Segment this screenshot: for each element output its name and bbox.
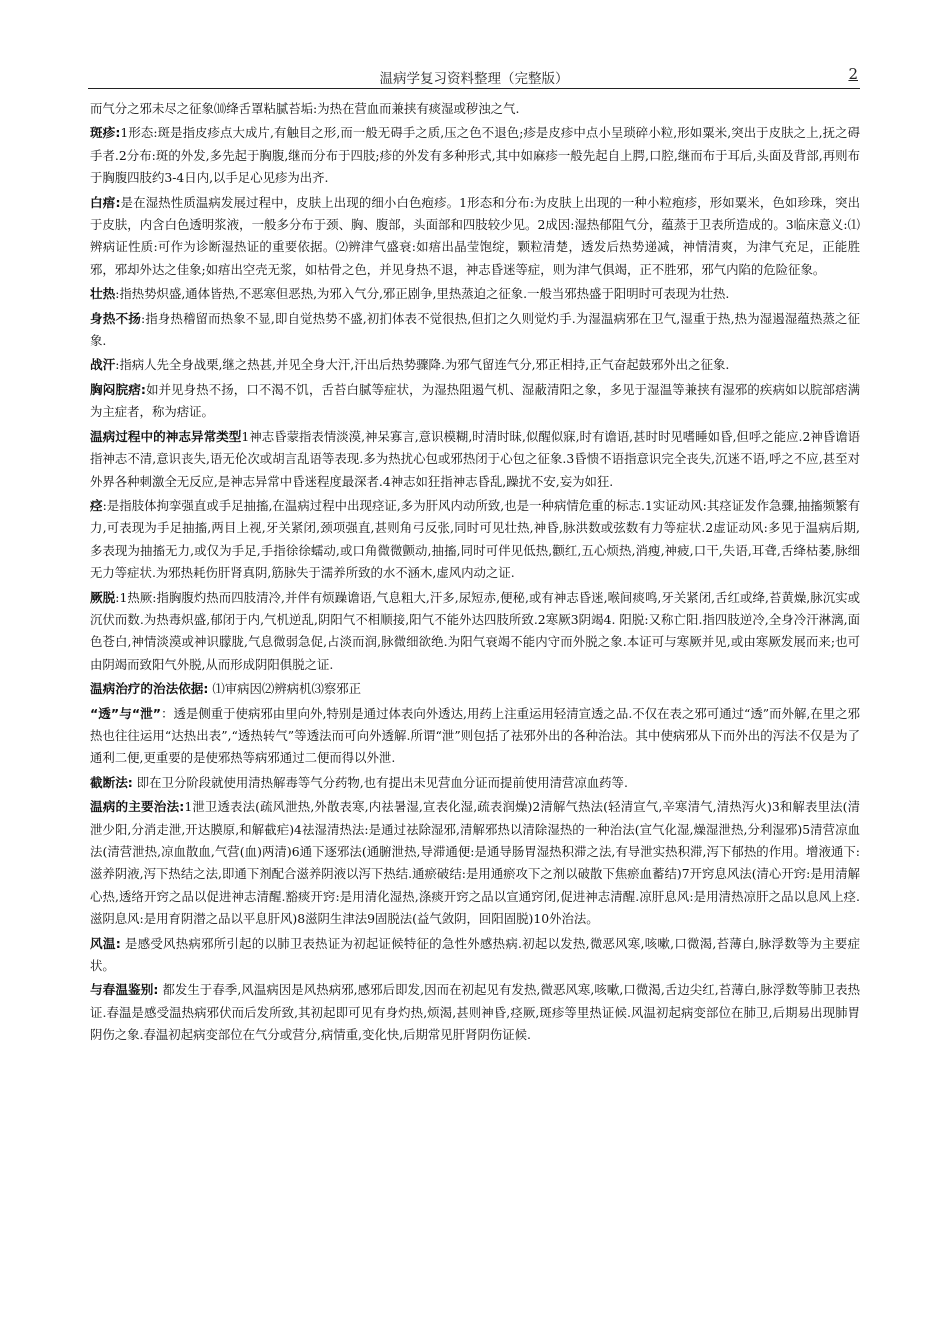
- paragraph-text: :1热厥:指胸腹灼热而四肢清冷,并伴有烦躁谵语,气息粗大,汗多,尿短赤,便秘,或有神志昏迷,喉间痰鸣,牙关紧闭,舌红或绛,苔黄燥,脉沉实或沉伏而数.为热毒炽盛,郁闭于内,气机逆乱,阴阳气不相顺接,阳气不能外达四肢所致.2寒厥3阴竭4. 阳脱:又称亡阳.指四肢逆冷,全身冷汗淋漓,面色苍白,神情淡漠或神识朦胧,气息微弱急促,占淡而润,脉微细欲绝.为阳气衰竭不能内守而外脱之象.本证可与寒厥并见,或由寒厥发展而来;也可由阴竭而致阳气外脱,从而形成阴阳俱脱之证.: [90, 589, 860, 672]
- paragraph-term: 身热不扬: [90, 310, 142, 326]
- header-title: 温病学复习资料整理（完整版）: [379, 71, 569, 87]
- paragraph-term: 截断法:: [90, 774, 133, 790]
- paragraph-term: “透”与“泄”: [90, 705, 162, 721]
- paragraph-zhuangre: [90, 283, 860, 305]
- paragraph-text: :指热势炽盛,通体皆热,不恶寒但恶热,为邪入气分,邪正剧争,里热蒸迫之征象.一般当邪热盛于阳明时可表现为壮热.: [115, 286, 730, 302]
- paragraph-banzhen: [90, 122, 860, 189]
- paragraph-zhanhan: [90, 354, 860, 376]
- paragraph-term: 风温:: [90, 935, 121, 951]
- paragraph-text: ：透是侧重于使病邪由里向外,特别是通过体表向外透达,用药上注重运用轻清宣透之品.不仅在表之邪可通过“透”而外解,在里之邪热也往往运用“达热出表”,“透热转气”等透法而可向外透解.所谓“泄”则包括了祛邪外出的各种治法。其中使病邪从下而外出的泻法不仅是为了通利二便,更重要的是使邪热等病邪通过二便而得以外泄.: [90, 705, 860, 766]
- paragraph-term: 胸闷脘痞:: [90, 381, 146, 397]
- paragraph-text: :是指肢体拘挛强直或手足抽搐,在温病过程中出现痉证,多为肝风内动所致,也是一种病情危重的标志.1实证动风:其痉证发作急骤,抽搐频繁有力,可表现为手足抽搐,两目上视,牙关紧闭,颈项强直,甚则角弓反张,同时可见壮热,神昏,脉洪数或弦数有力等症状.2虚证动风:多见于温病后期,多表现为抽搐无力,或仅为手足,手指徐徐蠕动,或口角微微颤动,抽搐,同时可伴见低热,颧红,五心烦热,消瘦,神疲,口干,失语,耳聋,舌绛枯萎,脉细无力等症状.为邪热耗伤肝肾真阴,筋脉失于濡养所致的水不涵木,虚风内动之证.: [90, 497, 860, 581]
- page-header: [88, 64, 860, 89]
- paragraph-text: :指病人先全身战栗,继之热甚,并见全身大汗,汗出后热势骤降.为邪气留连气分,邪正相持,正气奋起鼓邪外出之征象.: [115, 357, 730, 373]
- paragraph-term: 温病过程中的神志异常类型: [90, 428, 242, 444]
- paragraph-text: :指身热稽留而热象不显,即自觉热势不盛,初扪体表不觉很热,但扪之久则觉灼手.为湿温病邪在卫气,湿重于热,热为湿遏湿蕴热蒸之征象.: [90, 310, 860, 349]
- paragraph-jieduanfa: [90, 772, 860, 794]
- paragraph-text: 是感受风热病邪所引起的以肺卫表热证为初起证候特征的急性外感热病.初起以发热,微恶风寒,咳嗽,口微渴,苔薄白,脉浮数等为主要症状。: [90, 935, 860, 974]
- paragraph-term: 温病治疗的治法依据:: [90, 681, 209, 697]
- paragraph-shenzhi: [90, 426, 860, 493]
- paragraph-fengwen: [90, 933, 860, 978]
- paragraph-text: 1泄卫透表法(疏风泄热,外散表寒,内祛暑湿,宣表化湿,疏表润燥)2清解气热法(轻清宣气,辛寒清气,清热泻火)3和解表里法(清泄少阳,分消走泄,开达膜原,和解截疟)4祛湿清热法:是通过祛除湿邪,清解邪热以清除湿热的一种治法(宣气化湿,燥湿泄热,分利湿邪)5清营凉血法(清营泄热,凉血散血,气营(血)两清)6通下逐邪法(通腑泄热,导滞通便:是通导肠胃湿热积滞之法,有导泄实热积滞,泻下郁热的作用。增液通下:滋养阴液,泻下热结之法,即通下剂配合滋养阴液以泻下热结.通瘀破结:是用通瘀攻下之剂以破散下焦瘀血蓄结)7开窍息风法(清心开窍:是用清解心热,透络开窍之品以促进神志清醒.豁痰开窍:是用清化湿热,涤痰开窍之品以宣通窍闭,促进神志清醒.凉肝息风:是用清热凉肝之品以息风上痉.滋阴息风:是用育阴潜之品以平息肝风)8滋阴生津法9固脱法(益气敛阴，回阳固脱)10外治法。: [90, 799, 860, 927]
- paragraph-zhuyao-zhifa: [90, 796, 860, 930]
- paragraph-term: 厥脱: [90, 589, 116, 605]
- paragraph-juetuo: [90, 587, 860, 677]
- paragraph-term: 温病的主要治法:: [90, 799, 185, 815]
- paragraph-chunwen-jianbie: [90, 979, 860, 1046]
- paragraph-text: 1神志昏蒙指表情淡漠,神呆寡言,意识模糊,时清时昧,似醒似寐,时有谵语,甚时时见嗜睡如昏,但呼之能应.2神昏谵语指神志不清,意识丧失,语无伦次或胡言乱语等表现.多为热扰心包或邪热闭于心包之征象.3昏愦不语指意识完全丧失,沉迷不语,呼之不应,甚至对外界各种刺激全无反应,是神志异常中昏迷程度最深者.4神志如狂指神志昏乱,躁扰不安,妄为如狂.: [90, 428, 860, 489]
- paragraph-term: 与春温鉴别:: [90, 982, 159, 998]
- paragraph-term: 斑疹:: [90, 125, 121, 141]
- paragraph-xiongmen: [90, 379, 860, 424]
- document-body: [90, 98, 860, 1049]
- paragraph-text: 都发生于春季,风温病因是风热病邪,感邪后即发,因而在初起见有发热,微恶风寒,咳嗽,口微渴,舌边尖红,苔薄白,脉浮数等肺卫表热证.春温是感受温热病邪伏而后发所致,其初起即可见有身灼热,烦渴,甚则神昏,痉厥,斑疹等里热证候.风温初起病变部位在肺卫,后期易出现肺胃阴伤之象.春温初起病变部位在气分或营分,病情重,变化快,后期常见肝肾阴伤证候.: [90, 982, 860, 1043]
- paragraph-tou-xie: [90, 703, 860, 770]
- paragraph-text: 如并见身热不扬，口不渴不饥，舌苔白腻等症状，为湿热阻遏气机、湿蔽清阳之象，多见于湿温等兼挟有湿邪的疾病如以脘部痞满为主症者，称为痞证。: [90, 381, 861, 420]
- paragraph-term: 痉: [90, 497, 103, 513]
- paragraph-text: 是在湿热性质温病发展过程中，皮肤上出现的细小白色疱疹。1形态和分布:为皮肤上出现的一种小粒疱疹，形如粟米，色如珍珠，突出于皮肤，内含白色透明浆液，一般多分布于颈、胸、腹部，头面部和四肢较少见。2成因:湿热郁阻气分，蕴蒸于卫表所造成的。3临床意义:⑴辨病证性质:可作为诊断湿热证的重要依据。⑵辨津气盛衰:如痦出晶莹饱绽，颗粒清楚，透发后热势递减，神情清爽，为津气充足，正能胜邪，邪却外达之佳象;如痦出空壳无浆，如枯骨之色，并见身热不退，神志昏迷等症，则为津气俱竭，正不胜邪，邪气内陷的危险征象。: [90, 194, 860, 277]
- paragraph-jing: [90, 495, 860, 585]
- paragraph-text: 而气分之邪未尽之征象⑽绛舌罩粘腻苔垢:为热在营血而兼挟有痰湿或秽浊之气.: [90, 101, 520, 116]
- paragraph-term: 白痦:: [90, 194, 121, 210]
- paragraph-text: 1形态:斑是指皮疹点大成片,有触目之形,而一般无碍手之质,压之色不退色;疹是皮疹中点小呈琐碎小粒,形如粟米,突出于皮肤之上,抚之碍手者.2分布:斑的外发,多先起于胸腹,继而分布于四肢;疹的外发有多种形式,其中如麻疹一般先起自上腭,口腔,继而布于耳后,头面及背部,再则布于胸腹四肢约3-4日内,以手足心见疹为出齐.: [90, 125, 860, 186]
- paragraph-zhifa-yiju: [90, 678, 860, 700]
- paragraph-term: 战汗: [90, 357, 116, 373]
- paragraph-shenrebuyang: [90, 308, 860, 353]
- page-number: 2: [848, 65, 858, 83]
- paragraph-continuation: [90, 98, 860, 120]
- paragraph-baipei: [90, 192, 860, 282]
- paragraph-text: 即在卫分阶段就使用清热解毒等气分药物,也有提出未见营血分证而提前使用清营凉血药等.: [132, 774, 628, 790]
- paragraph-text: ⑴审病因⑵辨病机⑶察邪正: [208, 681, 362, 697]
- paragraph-term: 壮热: [90, 286, 116, 302]
